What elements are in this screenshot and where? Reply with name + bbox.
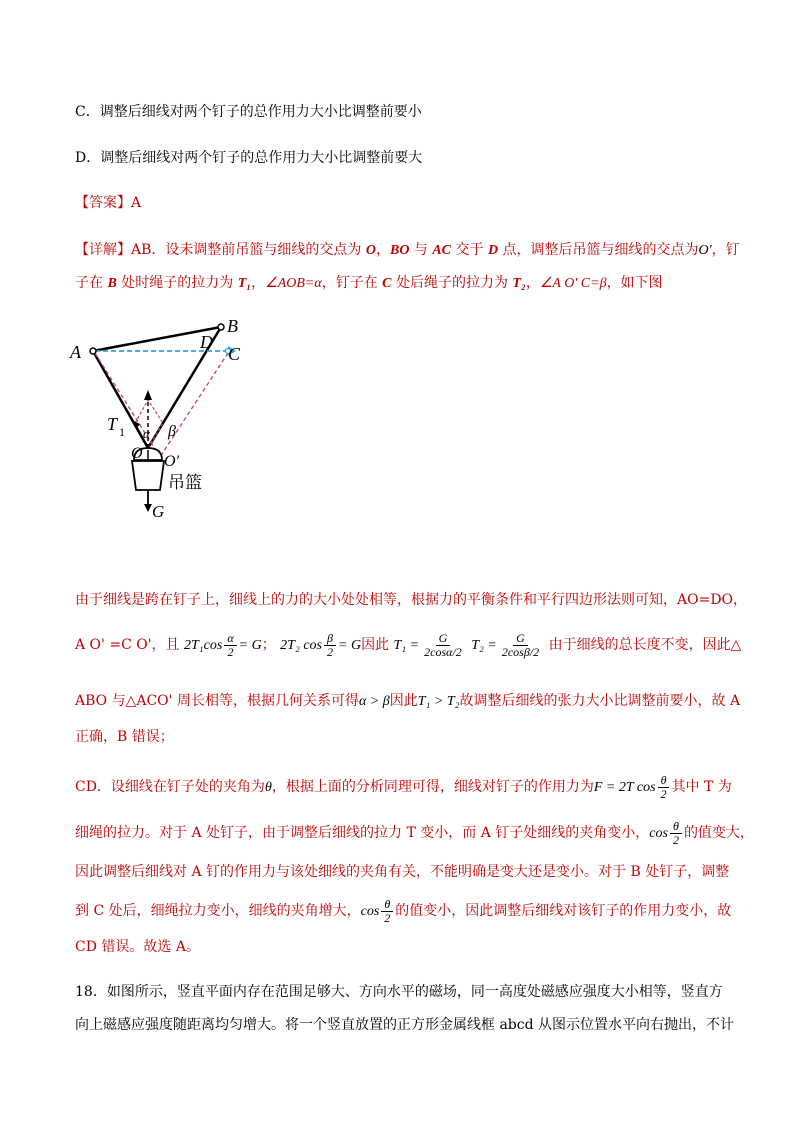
point-d: D bbox=[487, 243, 499, 258]
cos2-frac bbox=[381, 898, 393, 925]
cos1-den: 2 bbox=[672, 832, 679, 847]
rope-ao-prime bbox=[95, 353, 160, 457]
label-c: C bbox=[228, 344, 241, 364]
p2-text: A O' =C O'，且 bbox=[75, 637, 180, 653]
p3-line-1 bbox=[75, 772, 732, 802]
t2-den-cos: 2cos bbox=[501, 644, 524, 659]
p2-text: 因此 bbox=[389, 693, 418, 709]
label-b: B bbox=[227, 316, 238, 336]
label-t: T bbox=[107, 414, 118, 434]
peg-a bbox=[90, 348, 96, 354]
detail-text: ，钉 bbox=[711, 242, 740, 258]
t1-num: G bbox=[436, 632, 451, 646]
t1-den-two: 2 bbox=[455, 644, 462, 659]
arrow-g bbox=[144, 504, 152, 512]
p2-text: 因此 bbox=[361, 637, 390, 653]
p2-text: ； bbox=[261, 637, 276, 653]
tension-t2: T₂ bbox=[512, 276, 526, 291]
rope-co-prime bbox=[160, 353, 228, 457]
segment-ac: AC bbox=[432, 243, 452, 258]
detail-text: ， bbox=[375, 242, 390, 258]
theta: θ bbox=[264, 780, 272, 795]
label-beta: β bbox=[168, 423, 176, 440]
t1-den: 2cosα/2 bbox=[424, 644, 462, 659]
label-basket: 吊篮 bbox=[168, 473, 202, 493]
option-d: D．调整后细线对两个钉子的总作用力大小比调整前要大 bbox=[75, 150, 423, 166]
p2-text: 故调整后细线的张力大小比调整前要小，故 A bbox=[459, 693, 741, 709]
detail-text: ， bbox=[251, 275, 266, 291]
label-o: O bbox=[131, 445, 143, 462]
cos-2: cos bbox=[360, 904, 380, 919]
label-g: G bbox=[152, 502, 165, 520]
t2-frac bbox=[499, 632, 542, 659]
p3-line-5: CD 错误。故选 A。 bbox=[75, 939, 200, 955]
force-diagram bbox=[60, 310, 260, 520]
force-frac bbox=[658, 774, 670, 801]
option-c: C．调整后细线对两个钉子的总作用力大小比调整前要小 bbox=[75, 104, 422, 120]
inequality-angle: α > β bbox=[358, 694, 390, 709]
p3-text: ，根据上面的分析同理可得，细线对钉子的作用力为 bbox=[271, 779, 594, 795]
eq1-frac bbox=[224, 632, 236, 659]
label-t-sub: 1 bbox=[119, 425, 125, 439]
eq2-left: 2T₂ cos bbox=[280, 638, 322, 653]
cos-1: cos bbox=[649, 826, 668, 841]
t1-frac bbox=[421, 632, 465, 659]
p3-text: 的值变大， bbox=[683, 825, 754, 841]
t2-lhs: T₂ = bbox=[471, 638, 497, 653]
t2-num: G bbox=[513, 632, 528, 646]
cos1-frac bbox=[670, 820, 682, 847]
p2-line-2 bbox=[75, 630, 741, 660]
basket-body bbox=[132, 461, 164, 490]
p3-text: CD．设细线在钉子处的夹角为 bbox=[75, 779, 265, 795]
detail-line-1 bbox=[75, 240, 740, 261]
label-o-prime: O' bbox=[164, 453, 179, 470]
force-eq: F = 2T cos bbox=[593, 780, 656, 795]
segment-bo: BO bbox=[389, 243, 410, 258]
answer-label: 【答案】A bbox=[75, 195, 142, 211]
p2-line-4: 正确，B 错误； bbox=[75, 729, 174, 745]
point-b: B bbox=[107, 276, 117, 291]
detail-text: 【详解】AB．设未调整前吊篮与细线的交点为 bbox=[75, 242, 366, 258]
force-num: θ bbox=[658, 774, 670, 788]
t2-den-beta: β bbox=[523, 644, 530, 659]
detail-text: ， bbox=[525, 275, 540, 291]
p3-line-3: 因此调整后细线对 A 钉的作用力与该处细线的夹角有关，不能明确是变大还是变小。对于 B 处钉子，调整 bbox=[75, 864, 730, 880]
eq2-right: = G bbox=[338, 638, 362, 653]
p2-line-1: 由于细线是跨在钉子上，细线上的力的大小处处相等，根据力的平衡条件和平行四边形法则可知，AO=DO， bbox=[75, 592, 748, 608]
eq2-num: β bbox=[324, 632, 336, 646]
detail-text: 子在 bbox=[75, 275, 108, 291]
eq1-right: = G bbox=[238, 638, 262, 653]
eq1-left: 2T₁cos bbox=[184, 638, 223, 653]
point-o: O bbox=[365, 243, 376, 258]
t2-den: 2cosβ/2 bbox=[501, 644, 540, 659]
t2-den-two: 2 bbox=[533, 644, 540, 659]
eq1-num: α bbox=[224, 632, 236, 646]
point-c: C bbox=[382, 276, 392, 291]
label-d: D bbox=[200, 332, 213, 352]
tension-t1: T₁ bbox=[237, 276, 252, 291]
label-a: A bbox=[70, 342, 81, 362]
t1-lhs: T₁ = bbox=[393, 638, 420, 653]
detail-line-2 bbox=[75, 273, 663, 294]
label-alpha: α bbox=[143, 426, 150, 441]
t1-den-alpha: α bbox=[446, 644, 453, 659]
p3-text: 的值变小，因此调整后细线对该钉子的作用力变小，故 bbox=[395, 903, 732, 919]
detail-text: 交于 bbox=[451, 242, 488, 258]
p3-line-2 bbox=[75, 818, 754, 848]
detail-text: ，钉子在 bbox=[321, 275, 383, 291]
point-o-prime: O' bbox=[698, 243, 712, 258]
detail-text: ，如下图 bbox=[606, 275, 663, 291]
cos2-den: 2 bbox=[384, 910, 391, 925]
p2-text: ABO 与△ACO' 周长相等，根据几何关系可得 bbox=[75, 693, 359, 709]
detail-text: 处时绳子的拉力为 bbox=[116, 275, 238, 291]
p2-line-3 bbox=[75, 691, 740, 712]
eq2-frac bbox=[324, 632, 336, 659]
q18-line-2: 向上磁感应强度随距离均匀增大。将一个竖直放置的正方形金属线框 abcd 从图示位置水平向右抛出，不计 bbox=[75, 1017, 735, 1033]
p3-text: 细绳的拉力。对于 A 处钉子，由于调整后细线的拉力 T 变小，而 A 钉子处细线的夹角变小， bbox=[75, 825, 650, 841]
p2-text: 由于细线的总长度不变，因此△ bbox=[548, 637, 742, 653]
detail-text: 点，调整后吊篮与细线的交点为 bbox=[498, 242, 699, 258]
angle-aob: ∠AOB=α bbox=[265, 276, 322, 291]
eq1-den: 2 bbox=[227, 644, 234, 659]
inequality-tension: T₁ > T₂ bbox=[417, 694, 460, 709]
peg-b bbox=[218, 324, 224, 330]
p3-text: 其中 T 为 bbox=[671, 779, 732, 795]
cos2-num: θ bbox=[381, 898, 393, 912]
arrow-up bbox=[144, 390, 152, 400]
detail-text: 处后绳子的拉力为 bbox=[391, 275, 513, 291]
q18-line-1: 18．如图所示，竖直平面内存在范围足够大、方向水平的磁场，同一高度处磁感应强度大小相等，竖直方 bbox=[75, 984, 723, 1000]
force-den: 2 bbox=[660, 786, 667, 801]
cos1-num: θ bbox=[670, 820, 682, 834]
p3-text: 到 C 处后，细绳拉力变小，细线的夹角增大， bbox=[75, 903, 361, 919]
p3-line-4 bbox=[75, 896, 731, 926]
eq2-den: 2 bbox=[327, 644, 333, 659]
angle-ao-c: ∠A O' C=β bbox=[539, 276, 607, 291]
detail-text: 与 bbox=[409, 242, 433, 258]
t1-den-cos: 2cos bbox=[424, 644, 447, 659]
